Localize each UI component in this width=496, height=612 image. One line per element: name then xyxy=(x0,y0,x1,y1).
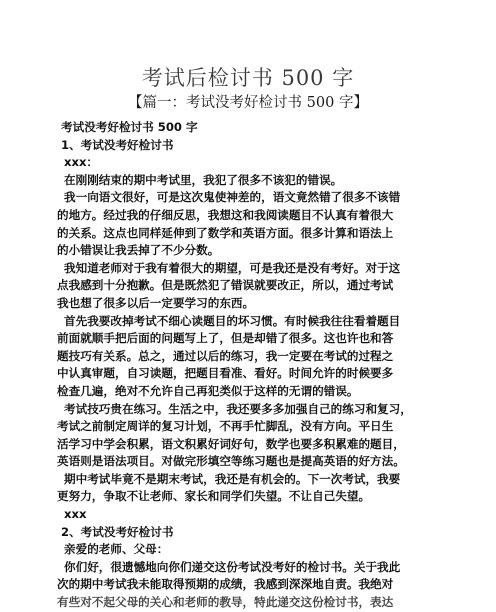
text-line: xxx xyxy=(64,507,87,522)
text-line: 1、考试没考好检讨书 xyxy=(61,137,174,152)
text-line: 点我感到十分抱歉。但是既然犯了错误就要改正，所以，通过考试 xyxy=(57,278,394,293)
text-line: 在刚刚结束的期中考试里，我犯了很多不该犯的错误。 xyxy=(64,172,343,187)
document-body xyxy=(57,119,449,612)
text-line: 我知道老师对于我有着很大的期望，可是我还是没有考好。对于这 xyxy=(64,260,401,275)
text-line: 中认真审题，自习读题，把题目看准、看好。时间允许的时候要多 xyxy=(57,366,394,381)
document-subtitle: 【篇一：考试没考好检讨书 500 字】 xyxy=(128,95,368,111)
text-line: 你们好，很遗憾地向你们递交这份考试没考好的检讨书。关于我此 xyxy=(64,559,401,574)
text-line: 我也想了很多以后一定要学习的东西。 xyxy=(57,295,255,310)
text-line: xxx： xyxy=(64,155,99,170)
text-line: 次的期中考试我未能取得预期的成绩，我感到深深地自责。我绝对 xyxy=(57,577,394,592)
text-line: 首先我要改掉考试不细心读题目的坏习惯。有时候我往往看着题目 xyxy=(64,313,401,328)
text-line: 的小错误让我丢掉了不少分数。 xyxy=(57,243,220,258)
text-line: 的关系。这点也同样延伸到了数学和英语方面。很多计算和语法上 xyxy=(57,225,394,240)
text-line: 题技巧有关系。总之，通过以后的练习，我一定要在考试的过程之 xyxy=(57,348,394,363)
text-line: 考试没考好检讨书 500 字 xyxy=(61,120,198,134)
document-title: 考试后检讨书 500 字 xyxy=(141,66,355,90)
text-line: 考试技巧贵在练习。生活之中，我还要多多加强自己的练习和复习， xyxy=(64,401,412,416)
text-line: 考试之前制定周详的复习计划，不再手忙脚乱，没有方向。平日生 xyxy=(57,419,394,434)
text-line: 有些对不起父母的关心和老师的教导，特此递交这份检讨书，表达 xyxy=(57,595,394,610)
text-line: 期中考试毕竟不是期末考试，我还是有机会的。下一次考试，我要 xyxy=(64,471,401,486)
text-line: 2、考试没考好检讨书 xyxy=(61,524,174,539)
text-line: 我一向语文很好，可是这次鬼使神差的，语文竟然错了很多不该错 xyxy=(64,190,401,205)
text-line: 前面就顺手把后面的问题写上了，但是却错了很多。这也许也和答 xyxy=(57,331,394,346)
text-line: 更努力，争取不让老师、家长和同学们失望。不让自己失望。 xyxy=(57,489,371,504)
text-line: 亲爱的老师、父母： xyxy=(64,542,169,557)
text-line: 检查几遍，绝对不允许自己再犯类似于这样的无谓的错误。 xyxy=(57,383,359,398)
text-line: 的地方。经过我的仔细反思，我想这和我阅读题目不认真有着很大 xyxy=(57,207,394,222)
text-line: 英语则是语法项目。对做完形填空等练习题也是提高英语的好方法。 xyxy=(57,454,405,469)
text-line: 活学习中学会积累，语文积累好词好句，数学也要多积累难的题目， xyxy=(57,436,405,451)
